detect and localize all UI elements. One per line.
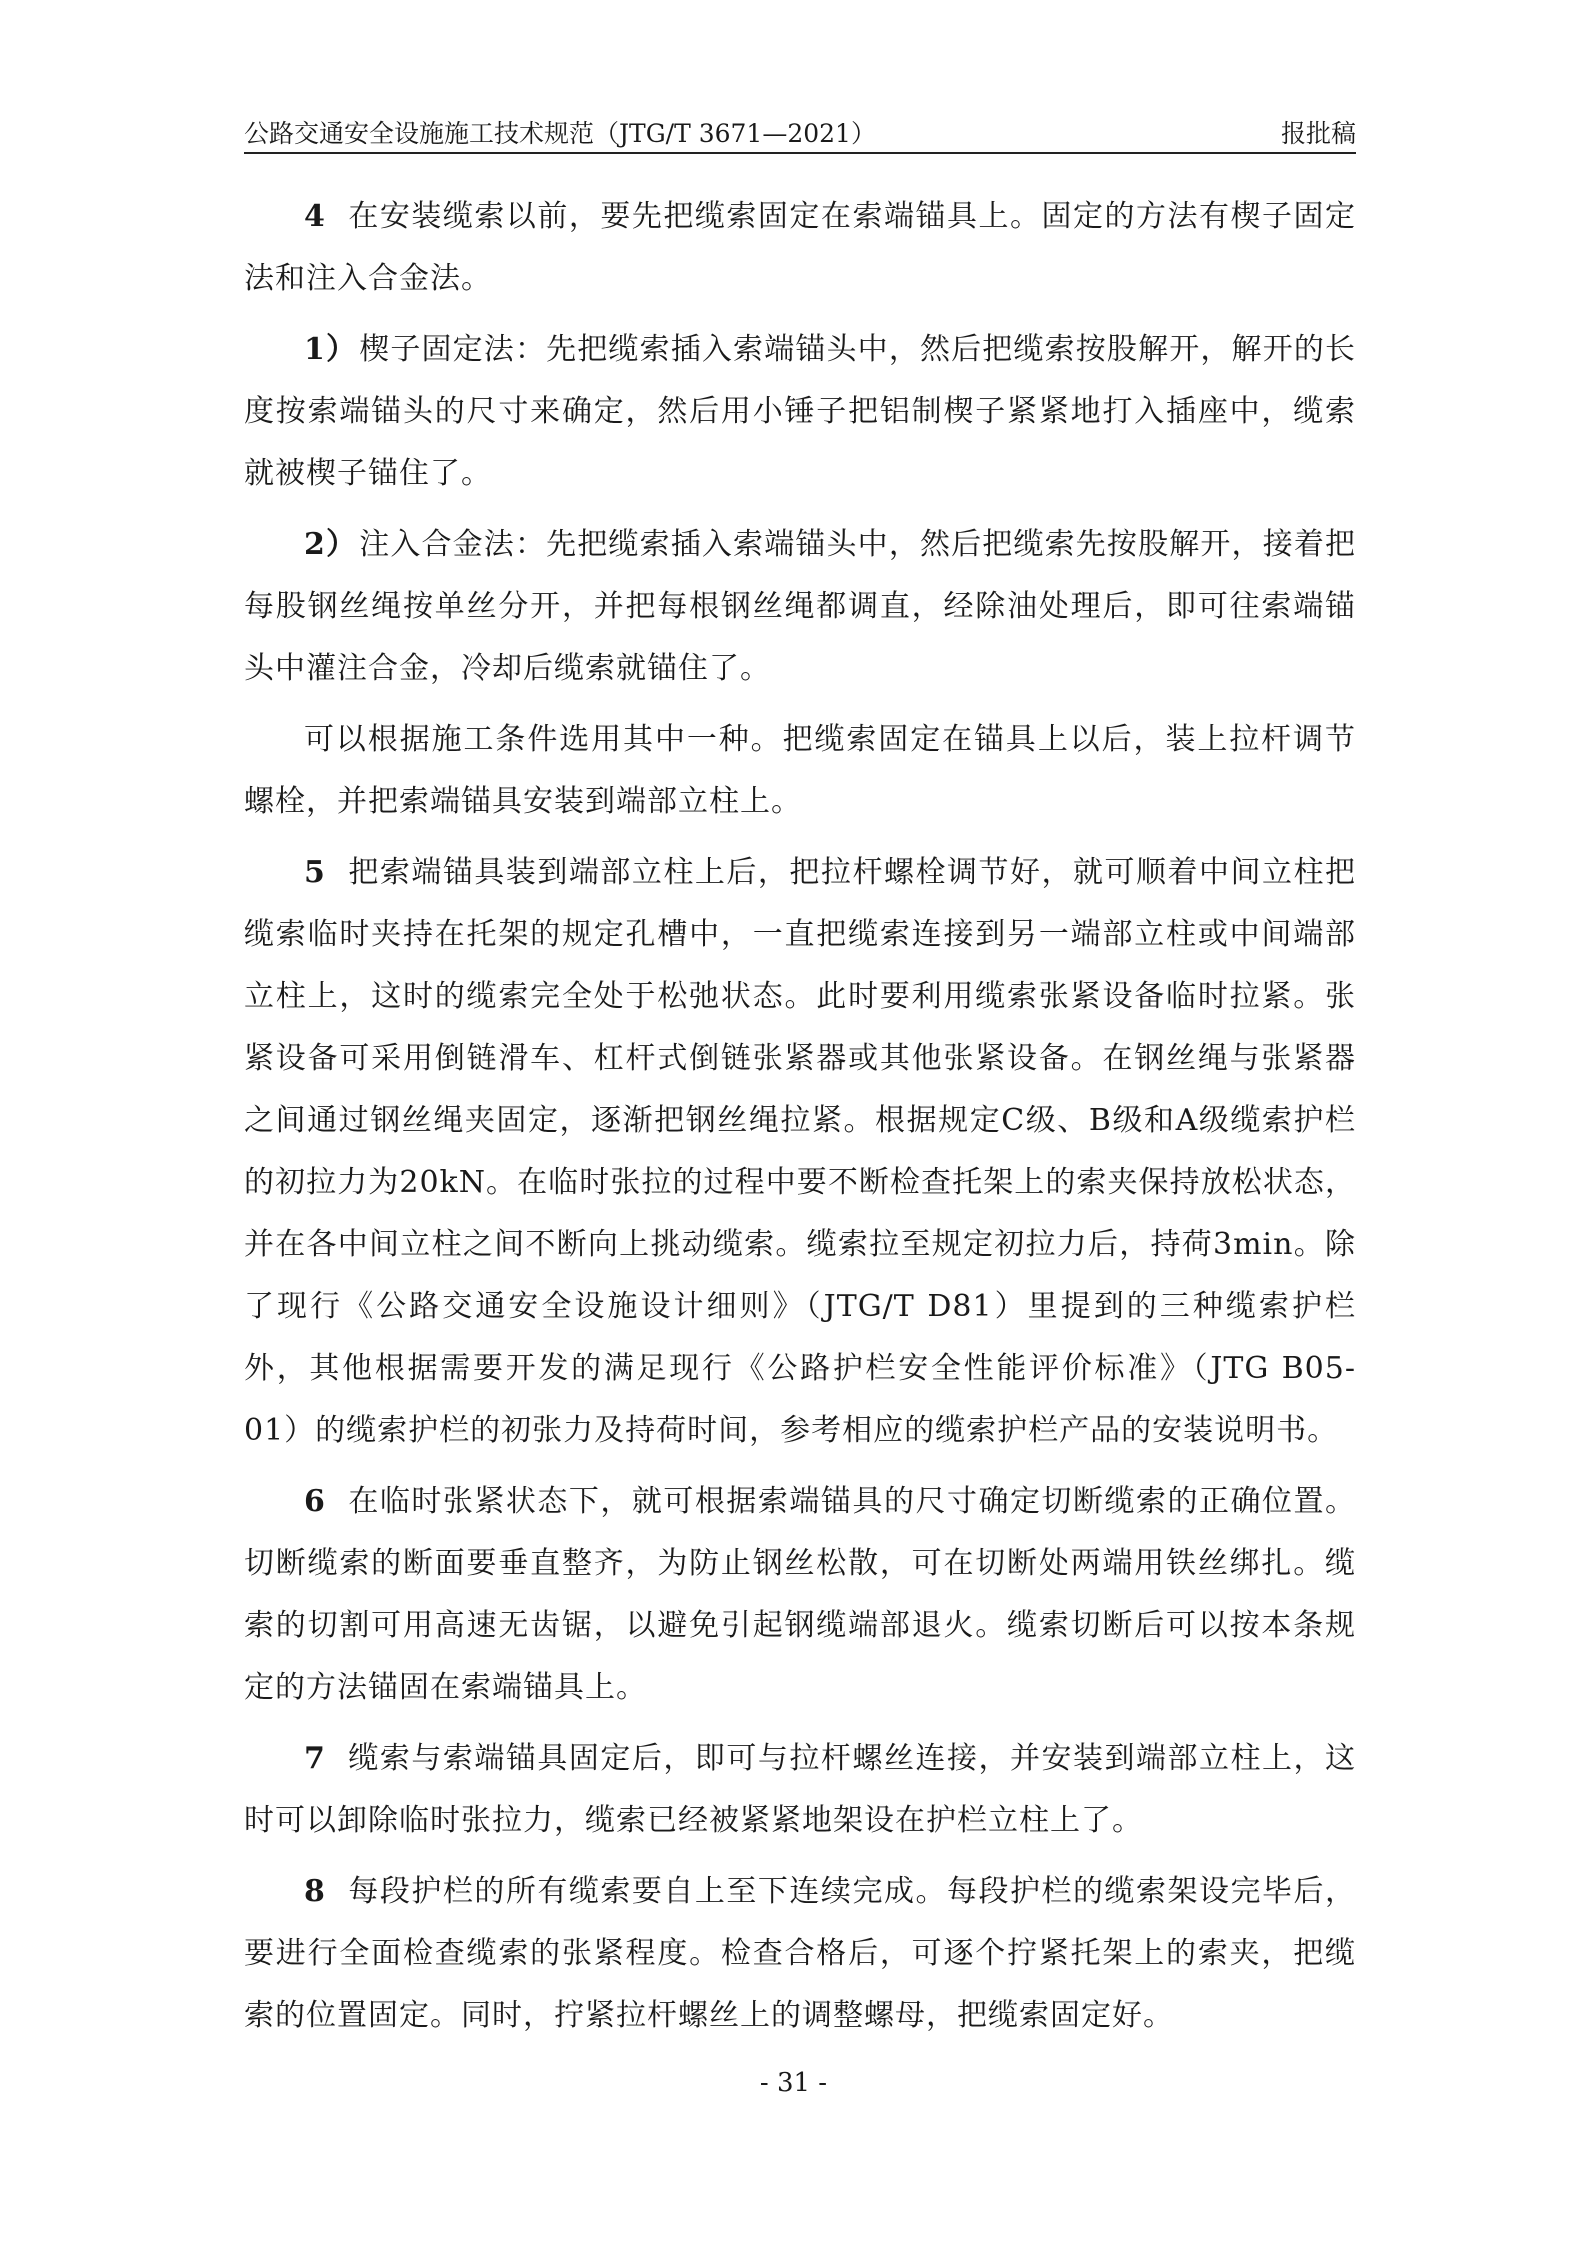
clause-5-paragraph [244, 842, 1356, 1462]
clause-text: 每段护栏的所有缆索要自上至下连续完成。每段护栏的缆索架设完毕后，要进行全面检查缆索的张紧程度。检查合格后，可逐个拧紧托架上的索夹，把缆索的位置固定。同时，拧紧拉杆螺丝上的调整螺母，把缆索固定好。 [244, 1874, 1356, 2033]
item-text: 注入合金法：先把缆索插入索端锚头中，然后把缆索先按股解开，接着把每股钢丝绳按单丝分开，并把每根钢丝绳都调直，经除油处理后，即可往索端锚头中灌注合金，冷却后缆索就锚住了。 [244, 527, 1357, 686]
paragraph-text: 可以根据施工条件选用其中一种。把缆索固定在锚具上以后，装上拉杆调节螺栓，并把索端锚具安装到端部立柱上。 [244, 722, 1356, 819]
item-number: 2） [304, 527, 358, 562]
clause-text: 在临时张紧状态下，就可根据索端锚具的尺寸确定切断缆索的正确位置。切断缆索的断面要垂直整齐，为防止钢丝松散，可在切断处两端用铁丝绑扎。缆索的切割可用高速无齿锯，以避免引起钢缆端部退火。缆索切断后可以按本条规定的方法锚固在索端锚具上。 [244, 1484, 1356, 1705]
clause-text: 在安装缆索以前，要先把缆索固定在索端锚具上。固定的方法有楔子固定法和注入合金法。 [244, 199, 1356, 296]
clause-number: 7 [304, 1741, 326, 1776]
clause-4-paragraph [244, 186, 1356, 310]
clause-7-paragraph [244, 1728, 1356, 1852]
clause-number: 8 [304, 1874, 326, 1909]
clause-number: 6 [304, 1484, 326, 1519]
page-body [244, 186, 1356, 2056]
item-text: 楔子固定法：先把缆索插入索端锚头中，然后把缆索按股解开，解开的长度按索端锚头的尺寸来确定，然后用小锤子把铝制楔子紧紧地打入插座中，缆索就被楔子锚住了。 [244, 332, 1357, 491]
clause-text: 把索端锚具装到端部立柱上后，把拉杆螺栓调节好，就可顺着中间立柱把缆索临时夹持在托架的规定孔槽中，一直把缆索连接到另一端部立柱或中间端部立柱上，这时的缆索完全处于松弛状态。此时要利用缆索张紧设备临时拉紧。张紧设备可采用倒链滑车、杠杆式倒链张紧器或其他张紧设备。在钢丝绳与张紧器之间通过钢丝绳夹固定，逐渐把钢丝绳拉紧。根据规定C级、B级和A级缆索护栏的初拉力为20kN。在临时张拉的过程中要不断检查托架上的索夹保持放松状态，并在各中间立柱之间不断向上挑动缆索。缆索拉至规定初拉力后，持荷3min。除了现行《公路交通安全设施设计细则》（JTG/T D81）里提到的三种缆索护栏外，其他根据需要开发的满足现行《公路护栏安全性能评价标准》（JTG B05-01）的缆索护栏的初张力及持荷时间，参考相应的缆索护栏产品的安装说明书。 [244, 855, 1356, 1448]
clause-number: 5 [304, 855, 326, 890]
document-title: 公路交通安全设施施工技术规范（JTG/T 3671—2021） [244, 119, 876, 148]
clause-number: 4 [304, 199, 326, 234]
clause-4-item-2-paragraph [244, 514, 1356, 700]
item-number: 1） [304, 332, 358, 367]
clause-6-paragraph [244, 1471, 1356, 1719]
clause-4-item-1-paragraph [244, 319, 1356, 505]
page-number: - 31 - [759, 2068, 828, 2098]
draft-status-label: 报批稿 [1280, 119, 1356, 148]
clause-8-paragraph [244, 1861, 1356, 2047]
running-header [244, 108, 1356, 154]
clause-4-note-paragraph [244, 709, 1356, 833]
clause-text: 缆索与索端锚具固定后，即可与拉杆螺丝连接，并安装到端部立柱上，这时可以卸除临时张拉力，缆索已经被紧紧地架设在护栏立柱上了。 [244, 1741, 1356, 1838]
